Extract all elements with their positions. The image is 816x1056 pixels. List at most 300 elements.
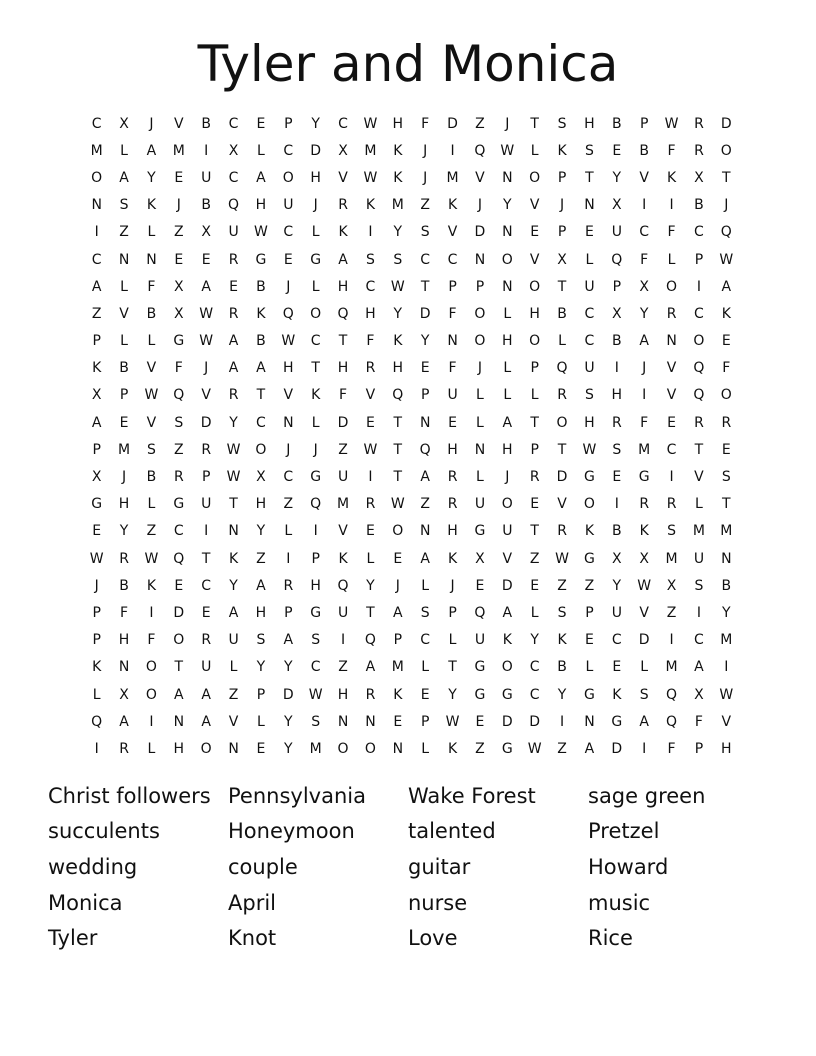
grid-letter[interactable]: H (447, 441, 458, 458)
grid-letter[interactable]: A (256, 169, 266, 186)
grid-letter[interactable]: V (639, 169, 649, 186)
grid-letter[interactable]: Y (147, 169, 156, 186)
grid-letter[interactable]: R (365, 686, 376, 703)
grid-letter[interactable]: U (502, 523, 513, 540)
grid-letter[interactable]: A (91, 414, 102, 431)
grid-letter[interactable]: B (201, 115, 211, 132)
grid-letter[interactable]: S (639, 686, 649, 703)
grid-letter[interactable]: L (476, 387, 484, 404)
grid-letter[interactable]: H (392, 115, 404, 132)
grid-letter[interactable]: V (529, 197, 540, 214)
grid-letter[interactable]: G (173, 333, 185, 350)
grid-letter[interactable]: O (556, 414, 568, 431)
grid-letter[interactable]: E (174, 251, 184, 268)
grid-letter[interactable]: H (502, 333, 513, 350)
grid-letter[interactable]: E (201, 604, 211, 621)
grid-letter[interactable]: H (611, 387, 623, 404)
grid-letter[interactable]: A (119, 169, 129, 186)
grid-letter[interactable]: W (199, 333, 214, 350)
grid-letter[interactable]: V (447, 224, 458, 241)
grid-letter[interactable]: A (201, 686, 211, 703)
grid-letter[interactable]: I (696, 278, 701, 295)
grid-letter[interactable]: T (694, 441, 704, 458)
grid-letter[interactable]: Z (420, 197, 430, 214)
grid-letter[interactable]: Q (392, 387, 404, 404)
grid-letter[interactable]: V (119, 305, 129, 322)
grid-letter[interactable]: I (368, 224, 373, 241)
grid-letter[interactable]: V (557, 496, 567, 513)
grid-letter[interactable]: I (642, 197, 647, 214)
grid-letter[interactable]: D (611, 740, 623, 757)
grid-letter[interactable]: B (256, 333, 266, 350)
grid-letter[interactable]: C (529, 659, 540, 676)
grid-letter[interactable]: W (664, 115, 679, 132)
grid-letter[interactable]: F (366, 333, 375, 350)
grid-letter[interactable]: X (694, 169, 704, 186)
grid-letter[interactable]: K (311, 387, 321, 404)
grid-letter[interactable]: E (530, 224, 540, 241)
grid-letter[interactable]: R (694, 115, 704, 132)
grid-letter[interactable]: U (611, 604, 622, 621)
grid-letter[interactable]: C (611, 632, 622, 649)
grid-letter[interactable]: O (474, 333, 486, 350)
grid-letter[interactable]: T (530, 523, 539, 540)
grid-letter[interactable]: Y (256, 659, 266, 676)
grid-letter[interactable]: L (667, 251, 676, 268)
grid-letter[interactable]: F (640, 414, 649, 431)
grid-letter[interactable]: A (174, 686, 184, 703)
grid-letter[interactable]: X (666, 577, 677, 594)
grid-letter[interactable]: T (393, 414, 403, 431)
grid-letter[interactable]: E (283, 251, 293, 268)
grid-letter[interactable]: L (92, 686, 101, 703)
grid-letter[interactable]: W (363, 441, 378, 458)
grid-letter[interactable]: H (310, 577, 321, 594)
grid-letter[interactable]: H (392, 360, 404, 377)
grid-letter[interactable]: U (201, 496, 212, 513)
grid-letter[interactable]: U (228, 632, 239, 649)
grid-letter[interactable]: I (642, 740, 647, 757)
grid-letter[interactable]: B (119, 577, 129, 594)
grid-letter[interactable]: V (228, 713, 239, 730)
grid-letter[interactable]: N (502, 169, 513, 186)
grid-letter[interactable]: A (256, 360, 266, 377)
grid-letter[interactable]: W (719, 686, 734, 703)
grid-letter[interactable]: H (337, 360, 349, 377)
grid-letter[interactable]: L (147, 740, 156, 757)
grid-letter[interactable]: G (584, 686, 595, 703)
grid-letter[interactable]: W (445, 713, 460, 730)
grid-letter[interactable]: J (149, 115, 154, 132)
grid-letter[interactable]: R (611, 414, 622, 431)
grid-letter[interactable]: F (667, 142, 676, 159)
grid-letter[interactable]: Z (174, 441, 184, 458)
grid-letter[interactable]: P (92, 441, 101, 458)
grid-letter[interactable]: G (474, 523, 486, 540)
grid-letter[interactable]: J (423, 142, 428, 159)
grid-letter[interactable]: S (393, 251, 403, 268)
grid-letter[interactable]: Q (310, 496, 322, 513)
grid-letter[interactable]: L (229, 659, 238, 676)
grid-letter[interactable]: K (721, 305, 731, 322)
grid-letter[interactable]: U (447, 387, 458, 404)
grid-letter[interactable]: A (502, 604, 513, 621)
grid-letter[interactable]: O (145, 686, 157, 703)
grid-letter[interactable]: M (692, 523, 705, 540)
grid-letter[interactable]: H (584, 414, 595, 431)
grid-letter[interactable]: P (557, 169, 567, 186)
grid-letter[interactable]: L (120, 142, 128, 159)
grid-letter[interactable]: T (338, 333, 348, 350)
grid-letter[interactable]: J (286, 278, 291, 295)
grid-letter[interactable]: E (174, 577, 184, 594)
grid-letter[interactable]: Y (284, 740, 293, 757)
grid-letter[interactable]: C (694, 305, 704, 322)
grid-letter[interactable]: O (501, 496, 513, 513)
grid-letter[interactable]: A (201, 713, 211, 730)
grid-letter[interactable]: R (228, 387, 239, 404)
grid-letter[interactable]: E (201, 251, 211, 268)
grid-letter[interactable]: V (666, 387, 677, 404)
grid-letter[interactable]: E (721, 333, 731, 350)
grid-letter[interactable]: L (311, 414, 320, 431)
grid-letter[interactable]: Q (693, 387, 705, 404)
grid-letter[interactable]: I (149, 604, 154, 621)
grid-letter[interactable]: F (667, 740, 676, 757)
grid-letter[interactable]: L (503, 305, 512, 322)
grid-letter[interactable]: R (529, 469, 540, 486)
grid-letter[interactable]: K (557, 632, 567, 649)
grid-letter[interactable]: N (502, 278, 513, 295)
grid-letter[interactable]: K (557, 142, 567, 159)
grid-letter[interactable]: T (557, 441, 567, 458)
grid-letter[interactable]: Z (91, 305, 102, 322)
grid-letter[interactable]: M (638, 441, 651, 458)
grid-letter[interactable]: H (337, 686, 349, 703)
grid-letter[interactable]: E (366, 414, 375, 431)
grid-letter[interactable]: S (694, 577, 704, 594)
grid-letter[interactable]: D (501, 577, 513, 594)
grid-letter[interactable]: T (420, 278, 430, 295)
grid-letter[interactable]: S (174, 414, 184, 431)
grid-letter[interactable]: Z (584, 577, 595, 594)
grid-letter[interactable]: C (283, 469, 294, 486)
grid-letter[interactable]: I (204, 523, 209, 540)
grid-letter[interactable]: G (611, 713, 623, 730)
grid-letter[interactable]: C (283, 224, 294, 241)
grid-letter[interactable]: B (146, 469, 157, 486)
grid-letter[interactable]: X (612, 550, 622, 567)
grid-letter[interactable]: I (286, 550, 291, 567)
grid-letter[interactable]: R (119, 550, 129, 567)
grid-letter[interactable]: T (393, 469, 403, 486)
grid-letter[interactable]: J (121, 469, 127, 486)
grid-letter[interactable]: P (612, 278, 622, 295)
grid-letter[interactable]: U (693, 550, 705, 567)
grid-letter[interactable]: E (585, 224, 594, 241)
grid-letter[interactable]: K (146, 577, 157, 594)
grid-letter[interactable]: L (120, 333, 128, 350)
grid-letter[interactable]: V (639, 604, 649, 621)
grid-letter[interactable]: O (501, 659, 513, 676)
grid-letter[interactable]: D (474, 224, 486, 241)
grid-letter[interactable]: V (338, 523, 348, 540)
grid-letter[interactable]: U (201, 659, 212, 676)
grid-letter[interactable]: L (585, 251, 594, 268)
grid-letter[interactable]: I (614, 360, 619, 377)
grid-letter[interactable]: X (639, 278, 649, 295)
grid-letter[interactable]: X (174, 278, 184, 295)
grid-letter[interactable]: O (529, 169, 541, 186)
grid-letter[interactable]: F (448, 305, 457, 322)
grid-letter[interactable]: C (310, 333, 321, 350)
grid-letter[interactable]: F (120, 604, 129, 621)
grid-letter[interactable]: T (530, 115, 539, 132)
grid-letter[interactable]: R (283, 577, 294, 594)
grid-letter[interactable]: W (254, 224, 268, 241)
grid-letter[interactable]: K (365, 197, 376, 214)
grid-letter[interactable]: R (228, 305, 239, 322)
grid-letter[interactable]: E (420, 360, 430, 377)
grid-letter[interactable]: K (502, 632, 512, 649)
grid-letter[interactable]: J (559, 197, 565, 214)
grid-letter[interactable]: S (557, 604, 567, 621)
grid-letter[interactable]: A (584, 740, 595, 757)
grid-letter[interactable]: E (667, 414, 676, 431)
grid-letter[interactable]: B (146, 305, 157, 322)
grid-letter[interactable]: A (639, 333, 649, 350)
grid-letter[interactable]: A (228, 604, 239, 621)
grid-letter[interactable]: O (474, 305, 486, 322)
grid-letter[interactable]: Y (366, 577, 375, 594)
grid-letter[interactable]: G (310, 469, 322, 486)
grid-letter[interactable]: Q (720, 224, 732, 241)
grid-letter[interactable]: Q (173, 550, 185, 567)
grid-letter[interactable]: R (201, 441, 212, 458)
grid-letter[interactable]: G (91, 496, 103, 513)
grid-letter[interactable]: C (91, 115, 102, 132)
grid-letter[interactable]: Z (475, 740, 485, 757)
grid-letter[interactable]: K (92, 360, 102, 377)
grid-letter[interactable]: J (313, 197, 318, 214)
grid-letter[interactable]: Q (364, 632, 376, 649)
grid-letter[interactable]: E (256, 115, 266, 132)
grid-letter[interactable]: H (283, 360, 294, 377)
grid-letter[interactable]: L (120, 278, 128, 295)
grid-letter[interactable]: C (256, 414, 266, 431)
grid-letter[interactable]: E (393, 713, 403, 730)
grid-letter[interactable]: N (365, 713, 376, 730)
grid-letter[interactable]: L (585, 659, 594, 676)
grid-letter[interactable]: K (666, 169, 677, 186)
grid-letter[interactable]: C (228, 169, 239, 186)
grid-letter[interactable]: M (364, 142, 377, 159)
grid-letter[interactable]: E (530, 577, 540, 594)
grid-letter[interactable]: X (119, 686, 129, 703)
grid-letter[interactable]: V (666, 360, 677, 377)
grid-letter[interactable]: X (338, 142, 348, 159)
grid-letter[interactable]: C (283, 142, 294, 159)
grid-letter[interactable]: K (393, 169, 403, 186)
grid-letter[interactable]: I (368, 469, 373, 486)
grid-letter[interactable]: Q (666, 713, 678, 730)
grid-letter[interactable]: L (640, 659, 649, 676)
grid-letter[interactable]: R (557, 523, 567, 540)
grid-letter[interactable]: E (448, 414, 457, 431)
grid-letter[interactable]: Z (174, 224, 184, 241)
grid-letter[interactable]: D (720, 115, 732, 132)
grid-letter[interactable]: P (694, 740, 704, 757)
grid-letter[interactable]: G (173, 496, 185, 513)
grid-letter[interactable]: O (337, 740, 349, 757)
grid-letter[interactable]: W (390, 278, 405, 295)
grid-letter[interactable]: P (694, 251, 704, 268)
grid-letter[interactable]: O (200, 740, 212, 757)
grid-letter[interactable]: H (447, 523, 458, 540)
grid-letter[interactable]: Z (146, 523, 157, 540)
grid-letter[interactable]: F (448, 360, 457, 377)
grid-letter[interactable]: A (694, 659, 704, 676)
grid-letter[interactable]: L (558, 333, 566, 350)
grid-letter[interactable]: Q (173, 387, 185, 404)
grid-letter[interactable]: Y (530, 632, 539, 649)
grid-letter[interactable]: U (584, 360, 595, 377)
grid-letter[interactable]: C (694, 632, 704, 649)
grid-letter[interactable]: O (364, 740, 376, 757)
grid-letter[interactable]: Y (393, 224, 403, 241)
grid-letter[interactable]: M (720, 632, 733, 649)
grid-letter[interactable]: X (256, 469, 266, 486)
grid-letter[interactable]: Q (666, 686, 678, 703)
grid-letter[interactable]: Z (119, 224, 129, 241)
grid-letter[interactable]: Y (284, 713, 293, 730)
grid-letter[interactable]: A (283, 632, 294, 649)
grid-letter[interactable]: E (475, 577, 485, 594)
grid-letter[interactable]: N (146, 251, 157, 268)
grid-letter[interactable]: N (173, 713, 185, 730)
grid-letter[interactable]: Y (722, 604, 731, 621)
grid-letter[interactable]: W (226, 441, 241, 458)
grid-letter[interactable]: C (584, 305, 595, 322)
grid-letter[interactable]: G (474, 659, 486, 676)
grid-letter[interactable]: M (391, 659, 404, 676)
grid-letter[interactable]: H (584, 115, 595, 132)
grid-letter[interactable]: R (228, 251, 239, 268)
grid-letter[interactable]: T (585, 169, 594, 186)
grid-letter[interactable]: B (612, 523, 622, 540)
grid-letter[interactable]: P (639, 115, 649, 132)
grid-letter[interactable]: S (721, 469, 731, 486)
grid-letter[interactable]: T (201, 550, 211, 567)
grid-letter[interactable]: X (91, 387, 102, 404)
grid-letter[interactable]: I (559, 713, 565, 730)
grid-letter[interactable]: K (393, 142, 403, 159)
grid-letter[interactable]: O (720, 142, 732, 159)
grid-letter[interactable]: R (173, 469, 184, 486)
grid-letter[interactable]: Y (503, 197, 512, 214)
grid-letter[interactable]: O (145, 659, 157, 676)
grid-letter[interactable]: I (614, 496, 619, 513)
grid-letter[interactable]: L (147, 496, 156, 513)
grid-letter[interactable]: I (642, 387, 647, 404)
grid-letter[interactable]: V (365, 387, 376, 404)
grid-letter[interactable]: T (722, 169, 731, 186)
grid-letter[interactable]: N (392, 740, 404, 757)
grid-letter[interactable]: R (447, 469, 458, 486)
grid-letter[interactable]: C (694, 224, 704, 241)
grid-letter[interactable]: Q (419, 441, 431, 458)
grid-letter[interactable]: V (174, 115, 184, 132)
grid-letter[interactable]: Q (693, 360, 705, 377)
grid-letter[interactable]: B (639, 142, 649, 159)
grid-letter[interactable]: U (474, 632, 486, 649)
grid-letter[interactable]: E (366, 523, 375, 540)
grid-letter[interactable]: I (204, 142, 209, 159)
grid-letter[interactable]: P (92, 333, 101, 350)
grid-letter[interactable]: J (642, 360, 647, 377)
grid-letter[interactable]: F (694, 713, 703, 730)
grid-letter[interactable]: Y (639, 305, 649, 322)
grid-letter[interactable]: A (146, 142, 157, 159)
grid-letter[interactable]: A (721, 278, 732, 295)
grid-letter[interactable]: L (257, 142, 265, 159)
grid-letter[interactable]: Z (256, 550, 266, 567)
grid-letter[interactable]: M (665, 550, 678, 567)
grid-letter[interactable]: F (421, 115, 430, 132)
grid-letter[interactable]: M (118, 441, 131, 458)
grid-letter[interactable]: H (502, 441, 513, 458)
grid-letter[interactable]: X (228, 142, 239, 159)
grid-letter[interactable]: F (640, 251, 649, 268)
grid-letter[interactable]: V (146, 414, 157, 431)
grid-letter[interactable]: B (557, 659, 567, 676)
grid-letter[interactable]: V (502, 550, 513, 567)
grid-letter[interactable]: V (201, 387, 211, 404)
grid-letter[interactable]: L (147, 333, 156, 350)
grid-letter[interactable]: H (721, 740, 732, 757)
grid-letter[interactable]: E (475, 713, 485, 730)
grid-letter[interactable]: E (612, 142, 622, 159)
grid-letter[interactable]: L (147, 224, 156, 241)
grid-letter[interactable]: W (582, 441, 597, 458)
grid-letter[interactable]: U (611, 224, 622, 241)
grid-letter[interactable]: T (174, 659, 184, 676)
grid-letter[interactable]: R (557, 387, 567, 404)
grid-letter[interactable]: V (694, 469, 704, 486)
grid-letter[interactable]: F (147, 278, 156, 295)
grid-letter[interactable]: B (119, 360, 129, 377)
grid-letter[interactable]: E (612, 469, 622, 486)
grid-letter[interactable]: Z (228, 686, 239, 703)
grid-letter[interactable]: X (174, 305, 184, 322)
grid-letter[interactable]: C (584, 333, 595, 350)
grid-letter[interactable]: U (474, 496, 486, 513)
grid-letter[interactable]: T (448, 659, 457, 676)
grid-letter[interactable]: W (390, 496, 405, 513)
grid-letter[interactable]: O (666, 278, 678, 295)
grid-letter[interactable]: Q (474, 142, 486, 159)
grid-letter[interactable]: N (584, 197, 595, 214)
grid-letter[interactable]: H (173, 740, 185, 757)
grid-letter[interactable]: J (505, 469, 510, 486)
grid-letter[interactable]: X (91, 469, 102, 486)
grid-letter[interactable]: D (337, 414, 349, 431)
grid-letter[interactable]: L (421, 740, 430, 757)
grid-letter[interactable]: I (340, 632, 346, 649)
grid-letter[interactable]: W (363, 169, 378, 186)
grid-letter[interactable]: G (474, 686, 486, 703)
grid-letter[interactable]: X (694, 686, 704, 703)
